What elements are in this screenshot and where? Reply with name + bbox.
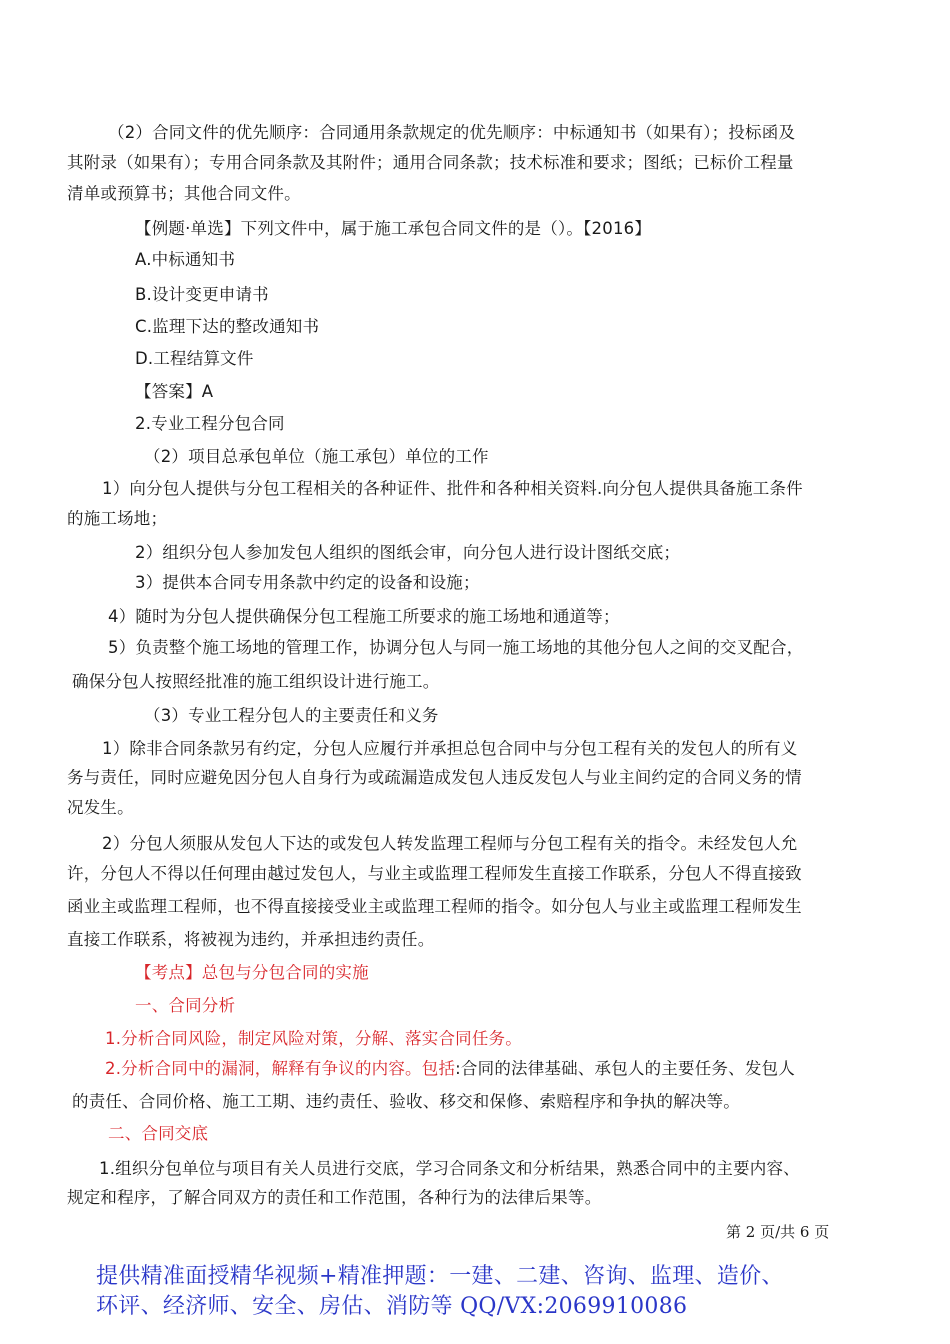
heading-general-contractor-duties: （2）项目总承包单位（施工承包）单位的工作 bbox=[144, 447, 489, 466]
order-paragraph-line-3: 清单或预算书；其他合同文件。 bbox=[67, 184, 301, 203]
promo-line-2: 环评、经济师、安全、房估、消防等 QQ/VX:2069910086 bbox=[96, 1294, 688, 1319]
sc-item-1-line-2: 务与责任，同时应避免因分包人自身行为或疏漏造成发包人违反发包人与业主间约定的合同义务的情 bbox=[67, 768, 802, 787]
section-contract-briefing: 二、合同交底 bbox=[108, 1124, 209, 1143]
page-number: 第 2 页/共 6 页 bbox=[726, 1223, 830, 1241]
sc-item-2-line-1: 2）分包人须服从发包人下达的或发包人转发监理工程师与分包工程有关的指令。未经发包人允 bbox=[102, 834, 798, 853]
order-paragraph-line-2: 其附录（如果有）；专用合同条款及其附件；通用合同条款；技术标准和要求；图纸；已标价工程量 bbox=[67, 153, 794, 172]
heading-subcontract: 2.专业工程分包合同 bbox=[135, 414, 285, 433]
answer: 【答案】A bbox=[135, 382, 214, 401]
option-a: A.中标通知书 bbox=[135, 250, 236, 269]
option-c: C.监理下达的整改通知书 bbox=[135, 317, 320, 336]
heading-subcontractor-duties: （3）专业工程分包人的主要责任和义务 bbox=[144, 706, 439, 725]
section-contract-analysis: 一、合同分析 bbox=[135, 996, 236, 1015]
sc-item-2-line-4: 直接工作联系，将被视为违约，并承担违约责任。 bbox=[67, 930, 435, 949]
option-b: B.设计变更申请书 bbox=[135, 285, 269, 304]
promo-line-1: 提供精准面授精华视频+精准押题：一建、二建、咨询、监理、造价、 bbox=[96, 1264, 784, 1289]
gc-item-1-line-2: 的施工场地； bbox=[67, 509, 168, 528]
briefing-item-1-line-2: 规定和程序，了解合同双方的责任和工作范围，各种行为的法律后果等。 bbox=[67, 1188, 602, 1207]
key-point-title: 【考点】总包与分包合同的实施 bbox=[135, 963, 369, 982]
gc-item-1-line-1: 1）向分包人提供与分包工程相关的各种证件、批件和各种相关资料.向分包人提供具备施工条件 bbox=[102, 479, 803, 498]
sc-item-1-line-1: 1）除非合同条款另有约定，分包人应履行并承担总包合同中与分包工程有关的发包人的所有义 bbox=[102, 739, 798, 758]
gc-item-5-line-2: 确保分包人按照经批准的施工组织设计进行施工。 bbox=[72, 672, 440, 691]
analysis-item-1: 1.分析合同风险，制定风险对策，分解、落实合同任务。 bbox=[105, 1029, 522, 1048]
gc-item-2: 2）组织分包人参加发包人组织的图纸会审，向分包人进行设计图纸交底； bbox=[135, 543, 681, 562]
gc-item-4: 4）随时为分包人提供确保分包工程施工所要求的施工场地和通道等； bbox=[108, 607, 620, 626]
gc-item-5-line-1: 5）负责整个施工场地的管理工作，协调分包人与同一施工场地的其他分包人之间的交叉配合， bbox=[108, 638, 804, 657]
analysis-item-2-red: 2.分析合同中的漏洞，解释有争议的内容。包括 bbox=[105, 1059, 456, 1078]
analysis-item-2-line-2: 的责任、合同价格、施工工期、违约责任、验收、移交和保修、索赔程序和争执的解决等。 bbox=[72, 1092, 740, 1111]
order-paragraph-line-1: （2）合同文件的优先顺序：合同通用条款规定的优先顺序：中标通知书（如果有）；投标函及 bbox=[108, 123, 796, 142]
analysis-item-2-line-1 bbox=[105, 1058, 795, 1080]
briefing-item-1-line-1: 1.组织分包单位与项目有关人员进行交底，学习合同条文和分析结果，熟悉合同中的主要内容、 bbox=[99, 1159, 800, 1178]
sc-item-2-line-2: 许，分包人不得以任何理由越过发包人，与业主或监理工程师发生直接工作联系，分包人不得直接致 bbox=[67, 864, 802, 883]
example-question: 【例题·单选】下列文件中，属于施工承包合同文件的是（）。【2016】 bbox=[135, 219, 652, 238]
sc-item-2-line-3: 函业主或监理工程师，也不得直接接受业主或监理工程师的指令。如分包人与业主或监理工程师发生 bbox=[67, 897, 802, 916]
gc-item-3: 3）提供本合同专用条款中约定的设备和设施； bbox=[135, 573, 480, 592]
sc-item-1-line-3: 况发生。 bbox=[67, 798, 134, 817]
option-d: D.工程结算文件 bbox=[135, 349, 254, 368]
analysis-item-2-rest: :合同的法律基础、承包人的主要任务、发包人 bbox=[455, 1059, 795, 1078]
